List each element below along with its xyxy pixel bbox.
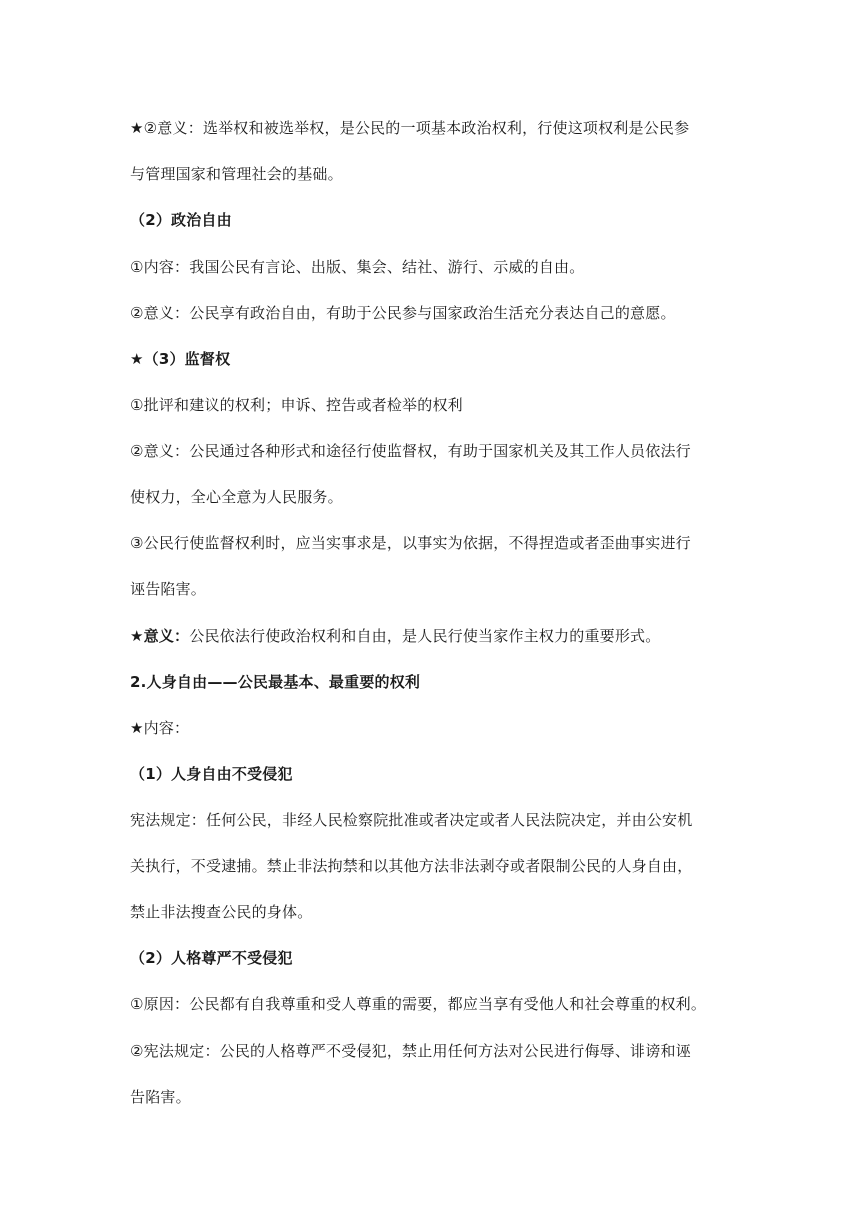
text-line: ①内容：我国公民有言论、出版、集会、结社、游行、示威的自由。 [130,258,585,276]
text-line: 使权力，全心全意为人民服务。 [130,488,343,506]
section-heading: （2）人格尊严不受侵犯 [130,949,293,967]
section-heading: （1）人身自由不受侵犯 [130,765,293,783]
text-line: 关执行，不受逮捕。禁止非法拘禁和以其他方法非法剥夺或者限制公民的人身自由， [130,857,693,875]
section-heading: ★（3）监督权 [130,350,231,368]
text-line: 与管理国家和管理社会的基础。 [130,165,343,183]
text-line: 告陷害。 [130,1088,191,1106]
text-line: ②意义：公民通过各种形式和途径行使监督权，有助于国家机关及其工作人员依法行 [130,442,691,460]
text-line: ★内容： [130,719,190,737]
text-line: ②意义：公民享有政治自由，有助于公民参与国家政治生活充分表达自己的意愿。 [130,304,676,322]
text-line: ★②意义：选举权和被选举权，是公民的一项基本政治权利，行使这项权利是公民参 [130,119,690,137]
significance-line [130,626,740,646]
text-line: ②宪法规定：公民的人格尊严不受侵犯，禁止用任何方法对公民进行侮辱、诽谤和诬 [130,1042,691,1060]
text-line: ①批评和建议的权利；申诉、控告或者检举的权利 [130,396,463,414]
section-heading: 2.人身自由——公民最基本、最重要的权利 [130,673,421,691]
section-heading: （2）政治自由 [130,211,232,229]
text-line: 禁止非法搜查公民的身体。 [130,903,313,921]
text-line: 诬告陷害。 [130,580,207,598]
significance-prefix: ★意义： [130,627,190,645]
text-line: ①原因：公民都有自我尊重和受人尊重的需要，都应当享有受他人和社会尊重的权利。 [130,995,707,1013]
text-line: 宪法规定：任何公民，非经人民检察院批准或者决定或者人民法院决定，并由公安机 [130,811,693,829]
significance-text: 公民依法行使政治权利和自由，是人民行使当家作主权力的重要形式。 [189,627,661,645]
text-line: ③公民行使监督权利时，应当实事求是，以事实为依据，不得捏造或者歪曲事实进行 [130,534,691,552]
